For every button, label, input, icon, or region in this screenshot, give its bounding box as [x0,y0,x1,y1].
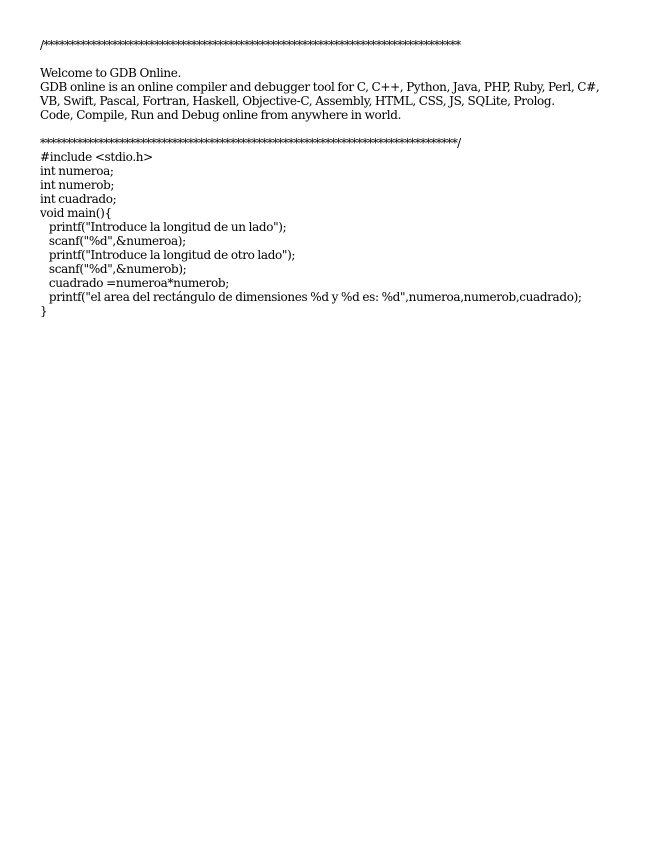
code-line-printf-2: printf("Introduce la longitud de otro lado"); [40,248,296,262]
blank-line [40,52,620,66]
code-line-main: void main(){ [40,206,112,220]
code-line-printf-3: printf("el area del rectángulo de dimensiones %d y %d es: %d",numeroa,numerob,cuadrado); [40,290,582,304]
comment-close-line: *******************************************************************************/ [40,136,461,150]
code-line-decl-numeroa: int numeroa; [40,164,114,178]
code-line-decl-cuadrado: int cuadrado; [40,192,117,206]
blank-line [40,122,620,136]
code-line-printf-1: printf("Introduce la longitud de un lado"); [40,220,287,234]
comment-open-line: /******************************************************************************* [40,38,461,52]
description-text: GDB online is an online compiler and debugger tool for C, C++, Python, Java, PHP, Ruby, Perl, C#, VB, Swift, Pascal, Fortran, Haskell, Objective-C, Assembly, HTML, CSS, JS, SQLite, Prolog. [40,80,600,108]
welcome-text: Welcome to GDB Online. [40,66,181,80]
code-line-close-brace: } [40,304,48,318]
code-line-scanf-2: scanf("%d",&numerob); [40,262,187,276]
code-line-include: #include <stdio.h> [40,150,153,164]
tagline-text: Code, Compile, Run and Debug online from anywhere in world. [40,108,402,122]
source-document [40,38,620,318]
code-line-decl-numerob: int numerob; [40,178,115,192]
code-line-scanf-1: scanf("%d",&numeroa); [40,234,186,248]
code-line-assign: cuadrado =numeroa*numerob; [40,276,229,290]
